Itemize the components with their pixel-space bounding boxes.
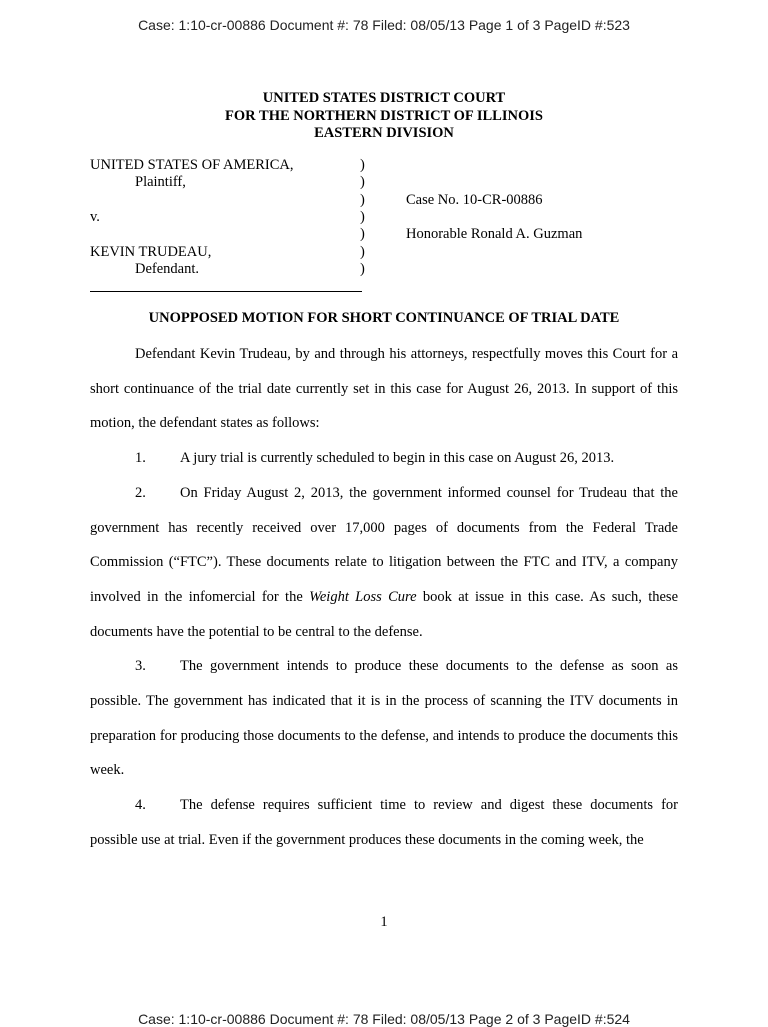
paragraph-number: 2.: [135, 484, 146, 501]
paragraph-text: A jury trial is currently scheduled to begin in this case on August 26, 2013.: [180, 450, 615, 467]
plaintiff-name: UNITED STATES OF AMERICA,: [90, 157, 294, 173]
book-title: Weight Loss Cure: [309, 588, 417, 605]
motion-title: UNOPPOSED MOTION FOR SHORT CONTINUANCE OF TRIAL DATE: [148, 310, 620, 326]
page-header: Case: 1:10-cr-00886 Document #: 78 Filed: 08/05/13 Page 1 of 3 PageID #:523: [138, 17, 630, 33]
court-division: EASTERN DIVISION: [314, 125, 454, 141]
paragraph-text: On Friday August 2, 2013, the government informed counsel for Trudeau that the government has recently received over 17,000 pages of documents from the Federal Trade Commission (“FTC”). These documents relate to litigation between the FTC and ITV, a company involved in the infomercial for the: [90, 484, 678, 605]
court-name: UNITED STATES DISTRICT COURT: [262, 90, 506, 106]
paragraph-number: 3.: [135, 658, 146, 675]
caption-paren: ): [360, 226, 365, 242]
paragraph-text: The defense requires sufficient time to review and digest these documents for possible use at trial. Even if the government produces these documents in the coming week, the: [90, 797, 678, 848]
numbered-paragraph: [90, 788, 678, 857]
case-number: Case No. 10-CR-00886: [406, 192, 543, 208]
page-number: 1: [380, 914, 388, 930]
motion-body: [90, 337, 678, 858]
paragraph-text-continued: book at issue in this case. As such, these documents have the potential to be central to the defense.: [90, 588, 679, 640]
numbered-paragraph: [90, 649, 678, 788]
next-page-header: Case: 1:10-cr-00886 Document #: 78 Filed: 08/05/13 Page 2 of 3 PageID #:524: [138, 1011, 630, 1027]
intro-paragraph: Defendant Kevin Trudeau, by and through his attorneys, respectfully moves this Court for a short continuance of the trial date currently set in this case for August 26, 2013. In support of this motion, the defendant states as follows:: [90, 346, 678, 432]
versus: v.: [90, 209, 100, 225]
caption-paren: ): [360, 174, 365, 190]
defendant-name: KEVIN TRUDEAU,: [90, 244, 212, 260]
numbered-paragraph: [90, 441, 678, 476]
judge-name: Honorable Ronald A. Guzman: [406, 226, 583, 242]
caption-paren: ): [360, 244, 365, 260]
caption-rule: [90, 291, 362, 292]
caption-paren: ): [360, 157, 365, 173]
court-district: FOR THE NORTHERN DISTRICT OF ILLINOIS: [225, 107, 543, 124]
paragraph-text: The government intends to produce these documents to the defense as soon as possible. The government has indicated that it is in the process of scanning the ITV documents in preparation for producing those documents to the defense, and intends to produce the documents this week.: [90, 658, 678, 779]
caption-paren: ): [360, 261, 365, 277]
defendant-role: Defendant.: [135, 261, 200, 277]
court-heading: [0, 90, 768, 143]
caption-paren: ): [360, 192, 365, 208]
paragraph-number: 1.: [135, 450, 146, 467]
plaintiff-role: Plaintiff,: [135, 174, 186, 190]
numbered-paragraph: [90, 476, 678, 650]
paragraph-number: 4.: [135, 797, 146, 814]
caption-paren: ): [360, 209, 365, 225]
